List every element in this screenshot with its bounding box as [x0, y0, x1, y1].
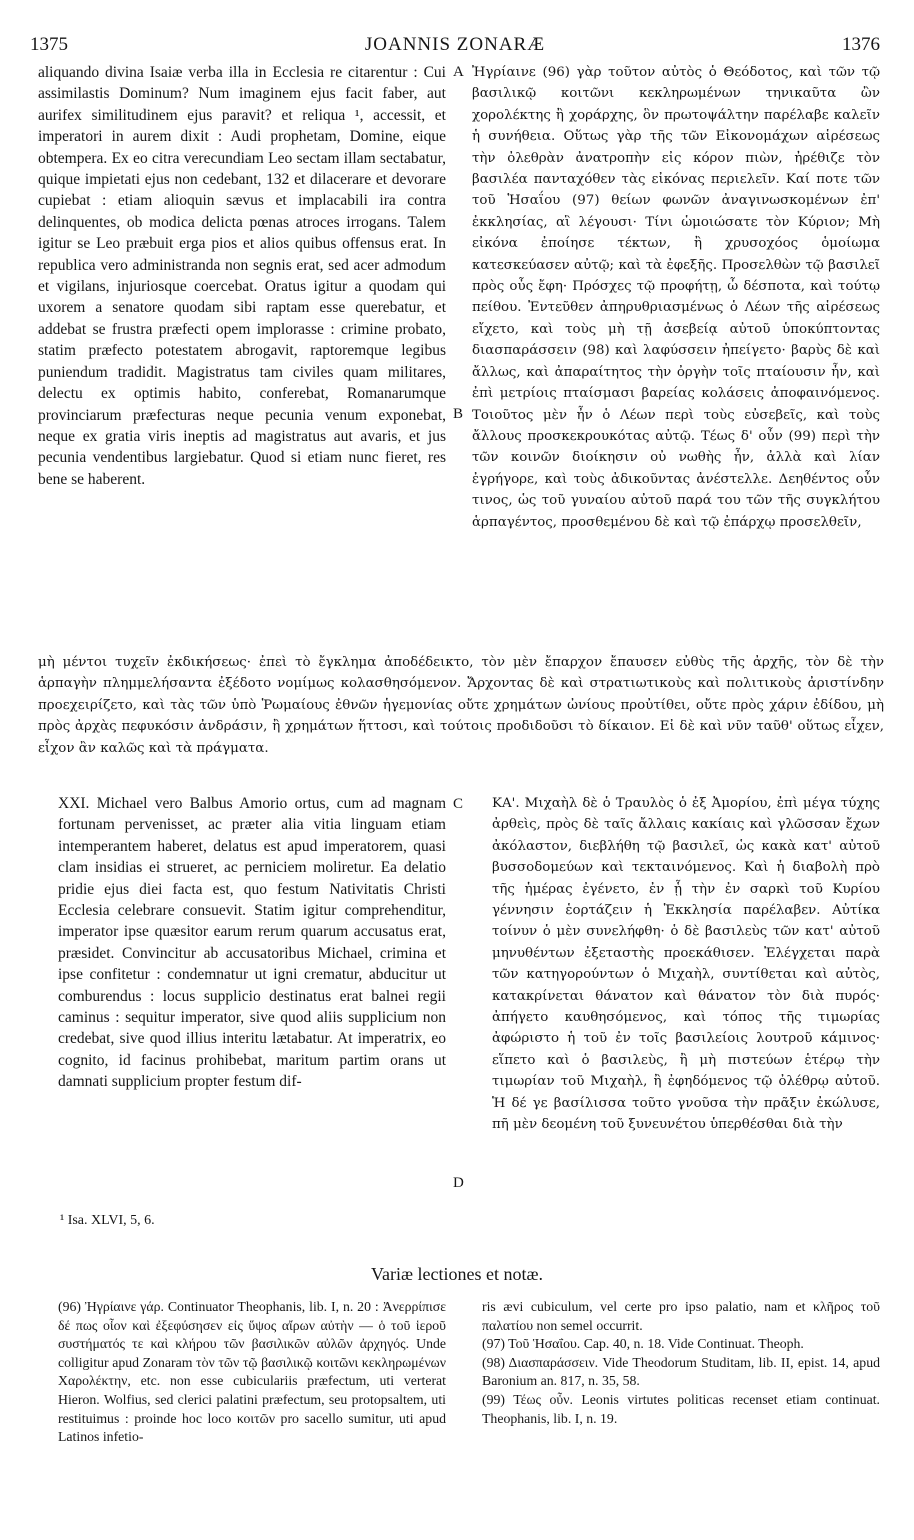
page-number-right: 1376: [842, 34, 880, 55]
greek-column-top: [472, 62, 880, 648]
note-99: (99) Τέως οὖν. Leonis virtutes politicas recenset etiam continuat. Theophanis, lib. I, n. 19.: [482, 1391, 880, 1426]
footnote: ¹ Isa. XLVI, 5, 6.: [60, 1213, 155, 1228]
note-continuation: ris ævi cubiculum, vel certe pro ipso palatio, nam et κλῆρος τοῦ παλατίου non semel occurrit.: [482, 1299, 880, 1333]
notes-right-column: [482, 1298, 880, 1520]
running-title: JOANNIS ZONARÆ: [364, 34, 546, 55]
margin-marker-b: B: [453, 406, 464, 422]
greek-full-text: μὴ μέντοι τυχεῖν ἐκδικήσεως· ἐπεὶ τὸ ἔγκλημα ἀποδέδεικτο, τὸν μὲν ἔπαρχον ἔπαυσεν εὐθὺς τῆς ἀρχῆς, τὸν δὲ τὴν ἁρπαγὴν πλημμελήσαντα ἐξέδοτο νομίμως κολασθησόμενον. Ἄρχοντας δὲ καὶ στρατιωτικοὺς καὶ πολιτικοὺς ἀριστίνδην προεχειρίζετο, καὶ τὰς τῶν ὑπὸ Ῥωμαίους ἐθνῶν ἡγεμονίας οὔτε χρημάτων ὠνίους προὐτίθει, οὔτε πρὸς χάριν ἐδίδου, μὴ πρὸς ἀρχὰς πεφυκόσιν ἀνδράσιν, ἢ χρημάτων ἥττοσι, καὶ τούτοις προδιδοῦσι τὸ δίκαιον. Εἰ δὲ καὶ νῦν ταῦθ' οὕτως εἶχεν, εἶχον ἂν καλῶς καὶ τὰ πράγματα.: [38, 655, 884, 756]
greek-text-top: Ἠγρίαινε (96) γὰρ τοῦτον αὐτὸς ὁ Θεόδοτος, καὶ τῶν τῷ βασιλικῷ κοιτῶνι κεκληρωμένων τηνικαῦτα ὢν χορολέκτης ἢ χοράρχης, ὃν πρωτοψάλτην παρέλαβε καλεῖν ἡ συνήθεια. Οὕτως γὰρ τῆς τῶν Εἰκονομάχων αἱρέσεως τὴν ὀλεθρὰν ἀνατροπὴν εἰς κόρον πιὼν, ἠρέθιζε τὸν βασιλέα πανταχόθεν τὰς εἰκόνας περιελεῖν. Καί ποτε τῶν τοῦ Ἡσαΐου (97) θείων φωνῶν ἀναγινωσκομένων ἐπ' ἐκκλησίας, αἳ λέγουσι· Τίνι ὡμοιώσατε τὸν Κύριον; Μὴ εἰκόνα ἐποίησε τέκτων, ἢ χρυσοχόος ὁμοίωμα κατεσκεύασεν αὐτῷ; καὶ τὰ ἐφεξῆς. Προσελθὼν τῷ βασιλεῖ πρὸς οὖς ἔφη· Πρόσχες τῷ προφήτῃ, ὦ δέσποτα, καὶ τούτῳ πείθου. Ἐντεῦθεν ἀπηρυθριασμένως ὁ Λέων τῆς αἱρέσεως εἴχετο, καὶ τοὺς μὴ τῇ ἀσεβείᾳ αὐτοῦ ὑποκύπτοντας διασπαράσσειν (98) καὶ λαφύσσειν ἠπείγετο· βαρὺς δὲ καὶ ἄλλως, καὶ ἀπαραίτητος τὴν ὀργὴν τοῖς πταίουσιν ἦν, καὶ ἐπὶ μετρίοις πταίσμασι βαρείας κολάσεις ἀποφαινόμενος. Τοιοῦτος μὲν ἦν ὁ Λέων περὶ τοὺς εὐσεβεῖς, καὶ τοὺς ἄλλους προσκεκρουκότας αὐτῷ. Τέως δ' οὖν (99) περὶ τὴν τῶν κοινῶν διοίκησιν οὐ νωθὴς ἦν, ἀλλὰ καὶ λίαν ἐγρήγορε, καὶ τοὺς ἀδικοῦντας ἀνέστελλε. Δεηθέντος οὖν τινος, ὡς τοῦ γυναίου αὐτοῦ παρά του τῶν τῆς συγκλήτου ἁρπαγέντος, προσθεμένου δὲ καὶ τῷ ἐπάρχῳ προσελθεῖν,: [472, 65, 880, 530]
greek-column-bottom: [492, 793, 880, 1205]
note-98: (98) Διασπαράσσειν. Vide Theodorum Studitam, lib. II, epist. 14, apud Baronium an. 817, n. 35, 58.: [482, 1354, 880, 1389]
note-97: (97) Τοῦ Ἡσαΐου. Cap. 40, n. 18. Vide Continuat. Theoph.: [482, 1336, 804, 1352]
margin-marker-c: C: [453, 796, 464, 812]
greek-text-bottom: ΚΑ'. Μιχαὴλ δὲ ὁ Τραυλὸς ὁ ἐξ Ἀμορίου, ἐπὶ μέγα τύχης ἀρθεὶς, πρὸς δὲ ταῖς ἄλλαις κακίαις καὶ γλῶσσαν ἔχων ἀκόλαστον, διεβλήθη τῷ βασιλεῖ, ὡς κακὰ κατ' αὐτοῦ βυσσοδομεύων καὶ τεκταινόμενος. Καὶ ἡ διαβολὴ πρὸ τῆς ἡμέρας ἐγένετο, ἐν ᾗ τὴν ἐν σαρκὶ τοῦ Κυρίου γέννησιν ἑορτάζειν ἡ Ἐκκλησία παρέλαβεν. Αὐτίκα τοίνυν ὁ μὲν συνελήφθη· ὁ δὲ βασιλεὺς τῶν κατ' αὐτοῦ μηνυθέντων ἐξεταστὴς προεκάθισεν. Ἐλέγχεται παρὰ τῶν κατηγορούντων ὁ Μιχαὴλ, συντίθεται καὶ αὐτὸς, κατακρίνεται θάνατον καὶ θάνατον τὸν διὰ πυρός· ἀπήγετο καυθησόμενος, καὶ τόπος τῆς τιμωρίας ἀφώριστο ἡ τοῦ ἐν τοῖς βασιλείοις λουτροῦ κάμινος· εἵπετο καὶ ὁ βασιλεὺς, ἢ μὴ πιστεύων ἑτέρῳ τὴν τιμωρίαν τοῦ Μιχαὴλ, ἢ ἐφηδόμενος τῷ ὀλέθρῳ αὐτοῦ. Ἡ δέ γε βασίλισσα τοῦτο γνοῦσα τὴν πρᾶξιν ἐκώλυσε, πῆ μὲν δεομένη τοῦ ξυνευνέτου ὑπερθέσθαι διὰ τὴν: [492, 796, 880, 1133]
margin-marker-a: A: [453, 64, 464, 80]
greek-full-width-paragraph: [38, 652, 884, 764]
latin-text-bottom: XXI. Michael vero Balbus Amorio ortus, cum ad magnam fortunam pervenisset, ac præter alia vitia linguam etiam intemperantem haberet, delatus est apud imperatorem, quasi clam insidias ei strueret, ac perniciem moliretur. Ea delatio pridie ejus diei facta est, quo festum Nativitatis Christi Ecclesia celebrare consuevit. Statim igitur comprehenditur, imperator ipse quæsitor earum rerum quarum accusatus erat, præsidet. Convincitur ab accusatoribus Michael, crimina et ipse confitetur : condemnatur ut igni crematur, abducitur ut comburendus : locus supplicio destinatus erat balnei regii caminus : sequitur imperator, sive quod aliis supplicium non credebat, sive quod illius interitu lætabatur. At imperatrix, eo cognito, id facinus prohibebat, maritum partim orans ut damnati supplicium propter festum dif-: [58, 795, 446, 1091]
page-number-left: 1375: [30, 34, 68, 55]
page-header: [30, 34, 880, 58]
notes-left-column: [58, 1298, 446, 1520]
latin-column-bottom: [58, 793, 446, 1205]
note-96: (96) Ἠγρίαινε γάρ. Continuator Theophanis, lib. I, n. 20 : Ἀνερρίπισε δέ πως οἷον καὶ ἐξεφύσησεν εἰς ὕψος αἴρων αὐτὴν — ὁ τοῦ ἱεροῦ συστήματός τε καὶ κλήρου τῶν βασιλικῶν αὐλῶν ἀρχηγός. Unde colligitur apud Zonaram τὸν τῶν τῷ βασιλικῷ κοιτῶνι κεκληρωμένων Χαρολέκτην, etc. non esse cubiculariis præfectum, uti verterat Hieron. Wolfius, sed clerici palatini præfectum, seu protopsaltem, uti restituimus : proinde hoc loco κοιτῶν pro sacello sumitur, uti apud Latinos infetio-: [58, 1299, 446, 1445]
notes-title: Variæ lectiones et notæ.: [371, 1264, 543, 1284]
latin-column-top: [38, 62, 446, 648]
margin-marker-d: D: [453, 1175, 464, 1191]
latin-text-top: aliquando divina Isaiæ verba illa in Ecclesia re citarentur : Cui assimilastis Dominum? Num imaginem ejus facit faber, aut aurifex similitudinem ejus paravit? et reliqua ¹, accessit, et imperatori in aurem dixit : Audi prophetam, Domine, eique obtempera. Ex eo citra verecundiam Leo sectam illam sectabatur, quique impietati ejus non cedebant, 132 et dilacerare et devorare cupiebat : etiam alioquin sævus et implacabili ira contra delinquentes, ob modica delicta pœnas atroces irrogans. Talem igitur se Leo præbuit erga pios et alios quibus offensus erat. In republica vero administranda non segnis erat, sed acer admodum et vigilans, injuriosque coercebat. Oratus igitur a quodam qui uxorem a senatore quodam sibi raptam esse querebatur, et addebat se frustra præfecti opem implorasse : crimine probato, statim præfecto potestatem abrogavit, raptoremque legibus puniendum tradidit. Magistratus tam civiles quam militares, delectu ex optimis habito, conferebat, Romanarumque provinciarum præfecturas neque pecunia venum exponebat, neque ex gratia viris ineptis ad magistratus aut avaris, et jus pecunia vendentibus largiebatur. Quod si etiam nunc fieret, res bene se haberent.: [38, 64, 446, 488]
